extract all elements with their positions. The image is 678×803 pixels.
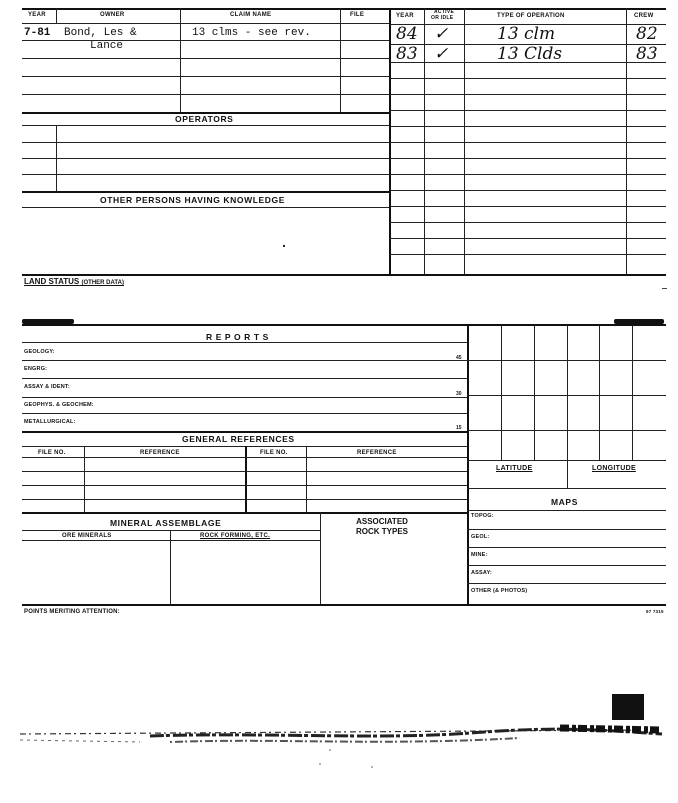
owner-row-owner: Bond, Les & [64, 27, 137, 39]
refs-col-divider [84, 446, 85, 512]
grid-row [467, 360, 666, 361]
activity-row-line [390, 238, 666, 239]
owner-row-owner-cont: Lance [90, 40, 124, 52]
activity-row2-type: 13 Clds [497, 44, 563, 64]
reports-bottom [22, 431, 467, 433]
activity-row-line [390, 142, 666, 143]
activity-row-line [390, 78, 666, 79]
mineral-col-divider [320, 512, 321, 604]
maps-heading: MAPS [551, 497, 578, 507]
owner-row-line [22, 76, 390, 77]
report-assay-num: 30 [456, 391, 462, 397]
report-row-line [22, 413, 467, 414]
latitude-label: LATITUDE [496, 465, 533, 472]
maps-header-line [467, 510, 666, 511]
header-type-operation: TYPE OF OPERATION [497, 13, 565, 19]
longitude-label: LONGITUDE [592, 465, 636, 472]
operators-row-line [22, 174, 390, 175]
operators-row-line [22, 158, 390, 159]
latlong-bottom [467, 488, 666, 489]
activity-row-line [390, 222, 666, 223]
refs-bottom [22, 512, 467, 514]
report-geology-num: 45 [456, 355, 462, 361]
refs-col-divider [306, 446, 307, 512]
associated-line2: ROCK TYPES [356, 527, 409, 536]
activity-row1-type: 13 clm [497, 24, 556, 44]
owner-row-claim: 13 clms - see rev. [192, 27, 311, 39]
activity-row-line [390, 62, 666, 63]
report-row-line [22, 360, 467, 361]
reports-section-bottom [22, 604, 666, 606]
mineral-col-divider [170, 530, 171, 604]
activity-row2-year: 83 [396, 44, 418, 64]
refs-header-reference-2: REFERENCE [357, 450, 397, 456]
refs-col-divider [245, 446, 247, 512]
header-crew: CREW [634, 13, 654, 19]
grid-col [501, 326, 502, 460]
land-status-heading [24, 277, 124, 286]
activity-row1-year: 84 [396, 24, 418, 44]
reports-header-line [22, 342, 467, 343]
speck [662, 288, 667, 289]
header-owner: OWNER [100, 12, 125, 18]
map-row-line [467, 529, 666, 530]
form-number: 97 7315 [646, 609, 664, 614]
land-status-label: LAND STATUS [24, 277, 80, 286]
report-metallurgical-num: 15 [456, 425, 462, 431]
owner-row-line [22, 94, 390, 95]
report-row-line [22, 378, 467, 379]
activity-row-line [390, 190, 666, 191]
refs-row-line [22, 499, 467, 500]
activity-row2-crew: 83 [636, 44, 658, 64]
activity-row1-crew: 82 [636, 24, 658, 44]
refs-header-file-no: FILE NO. [38, 450, 66, 456]
header-file: FILE [350, 12, 365, 18]
reports-map-divider [467, 324, 469, 604]
owner-row-line [22, 58, 390, 59]
report-geophys-label: GEOPHYS. & GEOCHEM: [24, 402, 94, 408]
grid-col [567, 326, 568, 460]
operators-row-line [22, 142, 390, 143]
activity-row-line [390, 254, 666, 255]
owner-row-line [22, 40, 390, 41]
scan-noise [0, 690, 678, 770]
owner-col-divider [180, 8, 181, 113]
map-mine-label: MINE: [471, 552, 488, 558]
refs-row-line [22, 457, 467, 458]
map-geol-label: GEOL: [471, 534, 490, 540]
mineral-assemblage-heading: MINERAL ASSEMBLAGE [110, 518, 222, 528]
map-row-line [467, 583, 666, 584]
map-other-label: OTHER (& PHOTOS) [471, 588, 528, 594]
grid-col [599, 326, 600, 460]
other-persons-line [22, 207, 390, 208]
header-active: ACTIVE [434, 9, 455, 15]
activity-row-line [390, 94, 666, 95]
activity-bottom [390, 274, 666, 276]
owner-header-divider [22, 23, 390, 24]
map-row-line [467, 547, 666, 548]
owner-col-divider [340, 8, 341, 113]
points-meriting-attention: POINTS MERITING ATTENTION: [24, 609, 120, 615]
report-engrg-label: ENGRG: [24, 366, 48, 372]
refs-header-reference: REFERENCE [140, 450, 180, 456]
associated-rock-types-heading [356, 517, 408, 537]
mineral-header-line [22, 530, 320, 531]
associated-line1: ASSOCIATED [356, 517, 408, 526]
report-geology-label: GEOLOGY: [24, 349, 55, 355]
operators-bottom [22, 191, 390, 193]
header-activity-year: YEAR [396, 13, 414, 19]
activity-row-line [390, 158, 666, 159]
other-persons-bottom [22, 274, 390, 276]
owner-row-year: 7-81 [24, 27, 51, 39]
grid-row [467, 430, 666, 431]
report-assay-label: ASSAY & IDENT: [24, 384, 70, 390]
map-row-line [467, 565, 666, 566]
report-metallurgical-label: METALLURGICAL: [24, 419, 76, 425]
owner-table-top-border [22, 8, 390, 10]
general-references-heading: GENERAL REFERENCES [182, 434, 295, 444]
header-year: YEAR [28, 12, 46, 18]
speck [283, 245, 285, 247]
grid-col [534, 326, 535, 460]
other-persons-heading: OTHER PERSONS HAVING KNOWLEDGE [100, 195, 286, 205]
latlong-divider [567, 460, 568, 488]
map-assay-label: ASSAY: [471, 570, 493, 576]
activity-row1-status: ✓ [434, 24, 449, 44]
refs-row-line [22, 485, 467, 486]
reports-top-border [22, 324, 666, 326]
reports-heading: R E P O R T S [206, 332, 269, 342]
header-claim-name: CLAIM NAME [230, 12, 272, 18]
refs-row-line [22, 471, 467, 472]
activity-row-line [390, 174, 666, 175]
refs-header-file-no-2: FILE NO. [260, 450, 288, 456]
operators-header-line [22, 125, 390, 126]
mineral-subheader-line [22, 540, 320, 541]
land-status-sub: (OTHER DATA) [81, 280, 124, 286]
activity-row-line [390, 110, 666, 111]
activity-top-border [390, 8, 666, 10]
activity-row-line [390, 126, 666, 127]
mineral-header-ore: ORE MINERALS [62, 533, 112, 539]
grid-col [632, 326, 633, 460]
map-topog-label: TOPOG: [471, 513, 494, 519]
grid-row [467, 395, 666, 396]
activity-row-line [390, 206, 666, 207]
owner-col-divider [56, 8, 57, 23]
operators-heading: OPERATORS [175, 114, 234, 124]
report-row-line [22, 397, 467, 398]
mineral-header-rock: ROCK FORMING, ETC. [200, 533, 271, 539]
header-or-idle: OR IDLE [431, 15, 454, 21]
activity-row2-status: ✓ [434, 44, 449, 64]
